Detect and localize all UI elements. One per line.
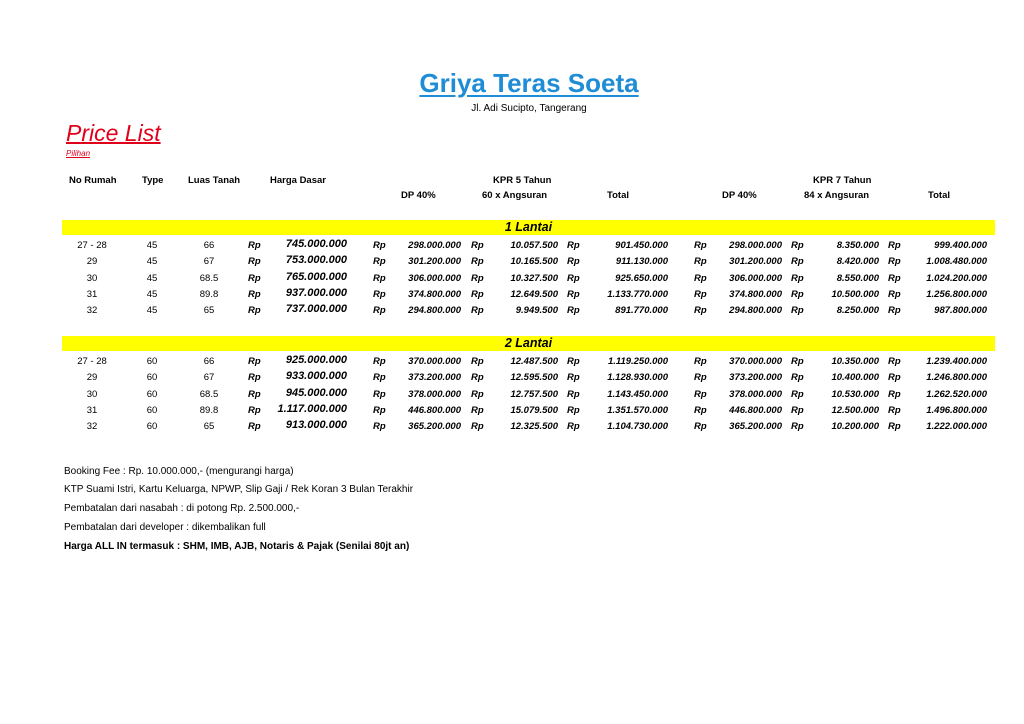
cell-type: 60 — [146, 421, 158, 433]
section-band-1-lantai: 1 Lantai — [62, 220, 995, 235]
col-kpr7-angsuran: 84 x Angsuran — [804, 190, 870, 201]
cell-luas-tanah: 66 — [203, 356, 215, 367]
cell-kpr7-dp: 365.200.000 — [729, 421, 782, 433]
cell-kpr5-total: 891.770.000 — [615, 305, 668, 317]
cell-kpr5-total: 1.133.770.000 — [607, 288, 668, 300]
cell-rp: Rp — [694, 240, 707, 251]
cell-rp: Rp — [694, 421, 707, 433]
cell-kpr5-angsuran: 10.057.500 — [510, 240, 558, 251]
col-kpr7: KPR 7 Tahun — [813, 175, 872, 186]
col-kpr5-angsuran: 60 x Angsuran — [482, 190, 548, 201]
cell-rp: Rp — [373, 288, 386, 300]
cell-rp: Rp — [567, 288, 580, 300]
note-all-in: Harga ALL IN termasuk : SHM, IMB, AJB, Notaris & Pajak (Senilai 80jt an) — [64, 541, 410, 552]
table-row — [0, 387, 1024, 403]
cell-kpr5-angsuran: 10.165.500 — [510, 256, 558, 268]
cell-kpr7-total: 1.256.800.000 — [926, 288, 987, 300]
cell-rp: Rp — [567, 272, 580, 284]
col-harga-dasar: Harga Dasar — [270, 175, 326, 186]
cell-luas-tanah: 65 — [203, 421, 215, 433]
cell-luas-tanah: 89.8 — [199, 288, 219, 300]
cell-luas-tanah: 67 — [203, 372, 215, 384]
cell-rp: Rp — [248, 356, 261, 367]
cell-kpr5-dp: 446.800.000 — [408, 404, 461, 416]
cell-kpr5-dp: 378.000.000 — [408, 388, 461, 400]
cell-rp: Rp — [471, 256, 484, 268]
cell-kpr5-total: 1.104.730.000 — [607, 421, 668, 433]
note-batal-nasabah: Pembatalan dari nasabah : di potong Rp. 2.500.000,- — [64, 503, 300, 514]
price-list-heading: Price List — [66, 120, 161, 146]
col-kpr5: KPR 5 Tahun — [493, 175, 552, 186]
cell-kpr7-total: 1.496.800.000 — [926, 404, 987, 416]
cell-type: 45 — [146, 305, 158, 317]
cell-rp: Rp — [567, 256, 580, 268]
cell-rp: Rp — [791, 305, 804, 317]
cell-rp: Rp — [888, 288, 901, 300]
cell-rp: Rp — [888, 404, 901, 416]
cell-kpr5-angsuran: 12.649.500 — [510, 288, 558, 300]
cell-rp: Rp — [248, 272, 261, 284]
cell-kpr5-angsuran: 12.487.500 — [510, 356, 558, 367]
cell-rp: Rp — [248, 305, 261, 317]
cell-kpr7-total: 1.008.480.000 — [926, 256, 987, 268]
cell-rp: Rp — [471, 240, 484, 251]
section-band-2-lantai: 2 Lantai — [62, 336, 995, 351]
cell-rp: Rp — [694, 256, 707, 268]
cell-luas-tanah: 66 — [203, 240, 215, 251]
cell-no-rumah: 32 — [86, 305, 98, 317]
cell-rp: Rp — [888, 388, 901, 400]
cell-no-rumah: 29 — [86, 372, 98, 384]
cell-kpr7-dp: 301.200.000 — [729, 256, 782, 268]
cell-rp: Rp — [888, 240, 901, 251]
table-row — [0, 419, 1024, 435]
cell-kpr5-dp: 298.000.000 — [408, 240, 461, 251]
cell-kpr5-angsuran: 12.595.500 — [510, 372, 558, 384]
cell-kpr7-total: 1.246.800.000 — [926, 372, 987, 384]
cell-kpr7-dp: 446.800.000 — [729, 404, 782, 416]
cell-kpr7-angsuran: 10.200.000 — [831, 421, 879, 433]
cell-kpr5-total: 1.143.450.000 — [607, 388, 668, 400]
cell-kpr7-angsuran: 12.500.000 — [831, 404, 879, 416]
cell-kpr5-angsuran: 12.757.500 — [510, 388, 558, 400]
cell-type: 45 — [146, 272, 158, 284]
cell-rp: Rp — [694, 372, 707, 384]
cell-harga-dasar: 745.000.000 — [285, 238, 347, 250]
note-batal-developer: Pembatalan dari developer : dikembalikan full — [64, 522, 266, 533]
cell-luas-tanah: 65 — [203, 305, 215, 317]
col-kpr5-dp: DP 40% — [401, 190, 436, 201]
cell-luas-tanah: 68.5 — [199, 272, 219, 284]
table-row — [0, 238, 1024, 254]
table-row — [0, 271, 1024, 287]
col-kpr5-total: Total — [607, 190, 629, 201]
cell-kpr5-total: 1.351.570.000 — [607, 404, 668, 416]
cell-kpr7-total: 1.024.200.000 — [926, 272, 987, 284]
cell-rp: Rp — [373, 240, 386, 251]
cell-kpr7-angsuran: 10.530.000 — [831, 388, 879, 400]
cell-kpr5-angsuran: 10.327.500 — [510, 272, 558, 284]
cell-kpr7-dp: 378.000.000 — [729, 388, 782, 400]
cell-kpr7-angsuran: 8.550.000 — [836, 272, 879, 284]
cell-rp: Rp — [471, 288, 484, 300]
cell-rp: Rp — [694, 388, 707, 400]
cell-harga-dasar: 1.117.000.000 — [277, 402, 347, 415]
cell-rp: Rp — [567, 388, 580, 400]
cell-kpr5-angsuran: 12.325.500 — [510, 421, 558, 433]
cell-kpr5-total: 901.450.000 — [615, 240, 668, 251]
cell-kpr7-dp: 294.800.000 — [729, 305, 782, 317]
cell-rp: Rp — [248, 388, 261, 400]
cell-type: 60 — [146, 372, 158, 384]
cell-rp: Rp — [694, 404, 707, 416]
table-row — [0, 354, 1024, 370]
cell-rp: Rp — [471, 372, 484, 384]
cell-rp: Rp — [694, 272, 707, 284]
cell-type: 60 — [146, 356, 158, 367]
cell-rp: Rp — [791, 404, 804, 416]
cell-no-rumah: 27 - 28 — [77, 356, 107, 367]
cell-rp: Rp — [888, 372, 901, 384]
col-luas-tanah: Luas Tanah — [188, 175, 241, 186]
cell-kpr7-dp: 370.000.000 — [729, 356, 782, 367]
cell-kpr5-angsuran: 9.949.500 — [515, 305, 558, 317]
cell-rp: Rp — [373, 388, 386, 400]
pilihan-label: Pilihan — [66, 149, 91, 158]
cell-luas-tanah: 67 — [203, 256, 215, 268]
cell-rp: Rp — [791, 372, 804, 384]
cell-luas-tanah: 89.8 — [199, 404, 219, 416]
table-row — [0, 370, 1024, 386]
col-no-rumah: No Rumah — [69, 175, 117, 186]
cell-harga-dasar: 753.000.000 — [285, 254, 347, 267]
cell-rp: Rp — [694, 288, 707, 300]
cell-rp: Rp — [888, 305, 901, 317]
cell-type: 60 — [146, 404, 158, 416]
cell-rp: Rp — [567, 404, 580, 416]
cell-kpr7-total: 999.400.000 — [934, 240, 987, 251]
cell-rp: Rp — [567, 356, 580, 367]
cell-kpr7-total: 1.262.520.000 — [926, 388, 987, 400]
cell-harga-dasar: 925.000.000 — [285, 354, 347, 366]
cell-kpr5-angsuran: 15.079.500 — [510, 404, 558, 416]
cell-kpr7-dp: 374.800.000 — [729, 288, 782, 300]
cell-no-rumah: 29 — [86, 256, 98, 268]
cell-rp: Rp — [567, 240, 580, 251]
cell-rp: Rp — [248, 288, 261, 300]
cell-kpr7-angsuran: 10.350.000 — [831, 356, 879, 367]
cell-rp: Rp — [694, 356, 707, 367]
cell-harga-dasar: 765.000.000 — [285, 270, 347, 283]
cell-rp: Rp — [373, 356, 386, 367]
cell-rp: Rp — [471, 404, 484, 416]
cell-rp: Rp — [791, 388, 804, 400]
cell-rp: Rp — [471, 421, 484, 433]
cell-rp: Rp — [471, 305, 484, 317]
cell-rp: Rp — [791, 421, 804, 433]
cell-no-rumah: 31 — [86, 404, 98, 416]
address-subtitle: Jl. Adi Sucipto, Tangerang — [471, 103, 587, 114]
cell-rp: Rp — [888, 272, 901, 284]
cell-rp: Rp — [888, 421, 901, 433]
table-row — [0, 303, 1024, 319]
cell-kpr5-dp: 373.200.000 — [408, 372, 461, 384]
col-kpr7-dp: DP 40% — [722, 190, 757, 201]
cell-rp: Rp — [791, 288, 804, 300]
cell-kpr7-angsuran: 8.250.000 — [836, 305, 879, 317]
cell-kpr5-total: 911.130.000 — [615, 256, 668, 268]
cell-kpr5-dp: 306.000.000 — [408, 272, 461, 284]
cell-kpr7-total: 1.222.000.000 — [926, 421, 987, 433]
cell-harga-dasar: 933.000.000 — [285, 370, 347, 383]
col-type: Type — [142, 175, 164, 186]
cell-kpr7-total: 1.239.400.000 — [926, 356, 987, 367]
page-title: Griya Teras Soeta — [419, 68, 639, 98]
cell-kpr7-dp: 298.000.000 — [729, 240, 782, 251]
cell-rp: Rp — [791, 256, 804, 268]
cell-rp: Rp — [567, 305, 580, 317]
cell-type: 45 — [146, 240, 158, 251]
cell-kpr5-total: 925.650.000 — [615, 272, 668, 284]
note-booking-fee: Booking Fee : Rp. 10.000.000,- (mengurangi harga) — [64, 466, 294, 477]
cell-rp: Rp — [888, 256, 901, 268]
cell-rp: Rp — [694, 305, 707, 317]
cell-kpr7-angsuran: 10.500.000 — [831, 288, 879, 300]
cell-rp: Rp — [567, 421, 580, 433]
cell-rp: Rp — [471, 388, 484, 400]
cell-kpr5-total: 1.128.930.000 — [607, 372, 668, 384]
cell-rp: Rp — [791, 356, 804, 367]
cell-luas-tanah: 68.5 — [199, 388, 219, 400]
cell-kpr5-dp: 370.000.000 — [408, 356, 461, 367]
cell-kpr7-total: 987.800.000 — [934, 305, 987, 317]
cell-rp: Rp — [373, 421, 386, 433]
note-documents: KTP Suami Istri, Kartu Keluarga, NPWP, Slip Gaji / Rek Koran 3 Bulan Terakhir — [64, 484, 414, 495]
cell-rp: Rp — [248, 372, 261, 384]
cell-harga-dasar: 737.000.000 — [285, 303, 347, 316]
cell-rp: Rp — [471, 356, 484, 367]
cell-rp: Rp — [248, 421, 261, 433]
cell-kpr7-angsuran: 8.350.000 — [836, 240, 879, 251]
cell-type: 45 — [146, 256, 158, 268]
cell-rp: Rp — [373, 256, 386, 268]
cell-kpr5-dp: 301.200.000 — [408, 256, 461, 268]
cell-rp: Rp — [567, 372, 580, 384]
cell-rp: Rp — [248, 404, 261, 416]
cell-type: 60 — [146, 388, 158, 400]
cell-kpr5-dp: 365.200.000 — [408, 421, 461, 433]
cell-kpr5-dp: 294.800.000 — [408, 305, 461, 317]
cell-harga-dasar: 945.000.000 — [285, 386, 347, 399]
cell-rp: Rp — [471, 272, 484, 284]
cell-no-rumah: 27 - 28 — [77, 240, 107, 251]
cell-harga-dasar: 937.000.000 — [285, 286, 347, 299]
cell-no-rumah: 30 — [86, 388, 98, 400]
cell-rp: Rp — [373, 404, 386, 416]
cell-kpr5-total: 1.119.250.000 — [607, 356, 668, 367]
cell-harga-dasar: 913.000.000 — [285, 419, 347, 432]
cell-kpr7-angsuran: 8.420.000 — [836, 256, 879, 268]
cell-type: 45 — [146, 288, 158, 300]
cell-no-rumah: 31 — [86, 288, 98, 300]
cell-kpr7-angsuran: 10.400.000 — [831, 372, 879, 384]
cell-rp: Rp — [373, 372, 386, 384]
cell-rp: Rp — [248, 240, 261, 251]
cell-rp: Rp — [248, 256, 261, 268]
col-kpr7-total: Total — [928, 190, 950, 201]
cell-rp: Rp — [373, 305, 386, 317]
cell-kpr7-dp: 306.000.000 — [729, 272, 782, 284]
cell-rp: Rp — [888, 356, 901, 367]
cell-no-rumah: 32 — [86, 421, 98, 433]
cell-rp: Rp — [373, 272, 386, 284]
cell-kpr7-dp: 373.200.000 — [729, 372, 782, 384]
table-row — [0, 287, 1024, 303]
cell-kpr5-dp: 374.800.000 — [408, 288, 461, 300]
table-row — [0, 403, 1024, 419]
cell-no-rumah: 30 — [86, 272, 98, 284]
table-row — [0, 254, 1024, 270]
cell-rp: Rp — [791, 272, 804, 284]
cell-rp: Rp — [791, 240, 804, 251]
